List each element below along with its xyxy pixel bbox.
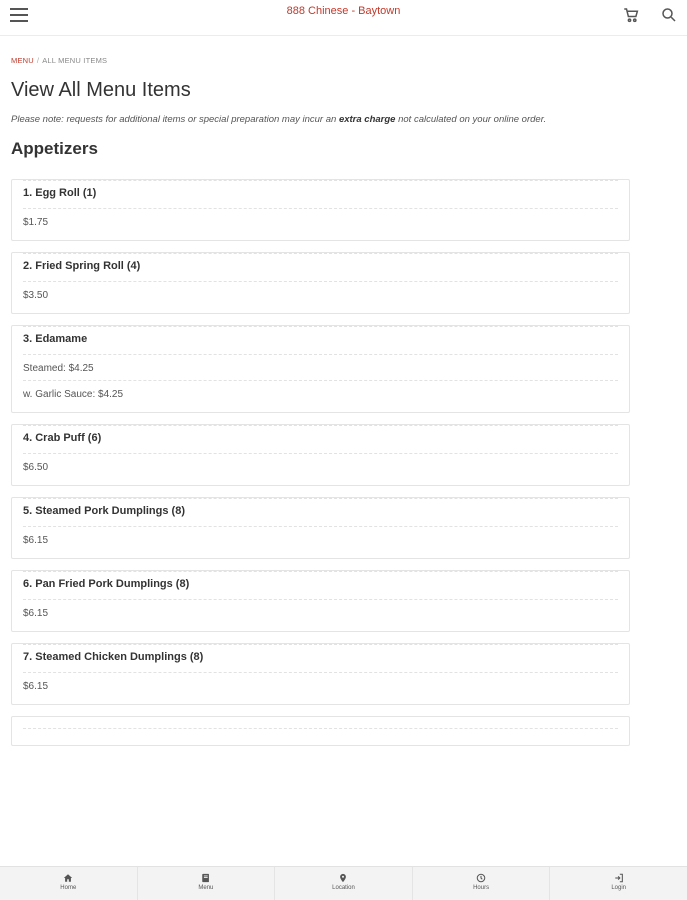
menu-item-name: 5. Steamed Pork Dumplings (8) — [23, 505, 185, 517]
menu-item-card-partial[interactable] — [11, 716, 630, 746]
menu-item-card[interactable] — [11, 179, 630, 241]
menu-item-card[interactable] — [11, 570, 630, 632]
menu-item-price: $1.75 — [23, 217, 49, 228]
breadcrumb-menu-link[interactable]: MENU — [11, 56, 34, 65]
menu-item-card[interactable] — [11, 325, 630, 413]
nav-menu-label: Menu — [198, 885, 214, 891]
menu-item-name: 1. Egg Roll (1) — [23, 187, 97, 199]
menu-item-card[interactable] — [11, 497, 630, 559]
nav-hours-label: Hours — [473, 885, 490, 891]
clock-icon — [476, 873, 486, 883]
order-note — [11, 114, 546, 125]
menu-item-card[interactable] — [11, 424, 630, 486]
note-emphasis: extra charge — [338, 114, 396, 125]
menu-item-price: $6.15 — [23, 535, 49, 546]
book-icon — [201, 873, 211, 883]
breadcrumb-current: ALL MENU ITEMS — [42, 56, 108, 65]
map-pin-icon — [338, 873, 348, 883]
nav-login[interactable] — [550, 867, 687, 900]
breadcrumb — [11, 56, 107, 65]
section-title: Appetizers — [11, 139, 98, 158]
menu-item-price: w. Garlic Sauce: $4.25 — [23, 380, 618, 406]
menu-item-name: 4. Crab Puff (6) — [23, 432, 102, 444]
menu-item-price: $3.50 — [23, 290, 49, 301]
menu-item-card[interactable] — [11, 252, 630, 314]
menu-item-name: 2. Fried Spring Roll (4) — [23, 260, 141, 272]
home-icon — [63, 873, 73, 883]
nav-home[interactable] — [0, 867, 138, 900]
menu-item-list — [11, 179, 630, 757]
nav-menu[interactable] — [138, 867, 276, 900]
cart-icon[interactable] — [622, 6, 640, 24]
note-text-before: Please note: requests for additional items or special preparation may incur an — [11, 114, 339, 125]
note-text-after: not calculated on your online order. — [395, 114, 547, 125]
nav-home-label: Home — [60, 885, 77, 891]
menu-item-price: $6.15 — [23, 681, 49, 692]
nav-location-label: Location — [332, 885, 355, 891]
app-title: 888 Chinese - Baytown — [286, 5, 401, 17]
menu-item-price: $6.50 — [23, 462, 49, 473]
menu-item-name: 3. Edamame — [23, 333, 88, 345]
login-icon — [614, 873, 624, 883]
menu-item-price: Steamed: $4.25 — [23, 363, 94, 374]
menu-item-card[interactable] — [11, 643, 630, 705]
breadcrumb-separator: / — [36, 56, 40, 65]
search-icon[interactable] — [660, 6, 678, 24]
bottom-nav — [0, 866, 687, 900]
menu-item-name: 6. Pan Fried Pork Dumplings (8) — [23, 578, 190, 590]
top-bar — [0, 0, 687, 36]
nav-login-label: Login — [611, 885, 627, 891]
page-title: View All Menu Items — [11, 79, 191, 101]
menu-item-price: $6.15 — [23, 608, 49, 619]
nav-location[interactable] — [275, 867, 413, 900]
menu-item-name: 7. Steamed Chicken Dumplings (8) — [23, 651, 204, 663]
nav-hours[interactable] — [413, 867, 551, 900]
